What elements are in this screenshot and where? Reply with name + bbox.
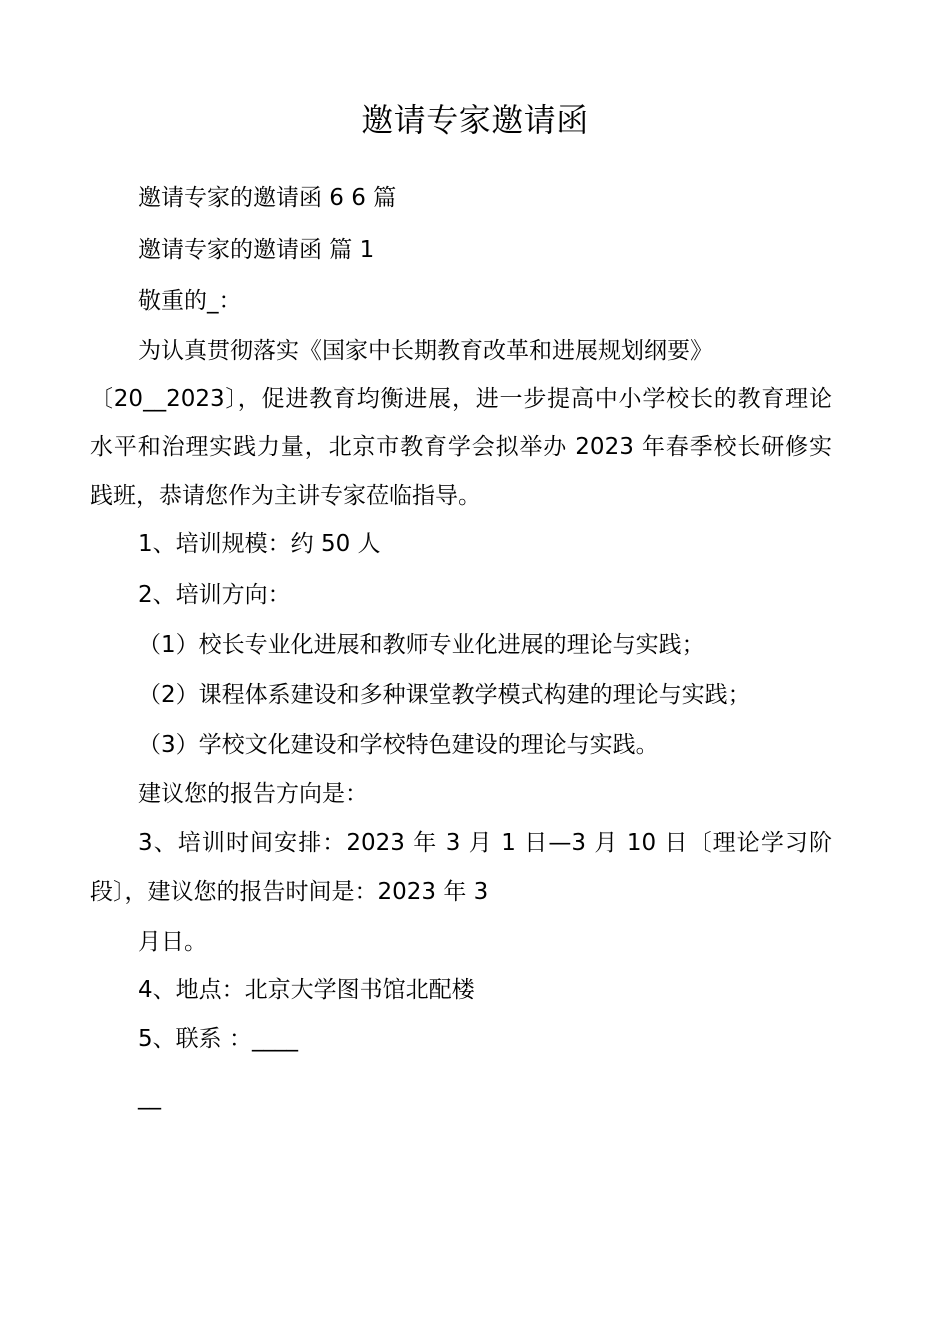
item-training-schedule: 3、培训时间安排：2023 年 3 月 1 日—3 月 10 日〔理论学习阶 bbox=[138, 830, 832, 856]
body-paragraph-line-1: 为认真贯彻落实《国家中长期教育改革和进展规划纲要》 bbox=[138, 338, 713, 364]
body-paragraph-line-3: 水平和治理实践力量，北京市教育学会拟举办 2023 年春季校长研修实 bbox=[90, 434, 832, 460]
subtitle-count: 邀请专家的邀请函 6 6 篇 bbox=[138, 185, 397, 211]
document-title: 邀请专家邀请函 bbox=[361, 101, 589, 139]
body-paragraph-line-4: 践班，恭请您作为主讲专家莅临指导。 bbox=[90, 483, 481, 509]
report-direction-prompt: 建议您的报告方向是： bbox=[138, 781, 368, 807]
subtitle-part-one: 邀请专家的邀请函 篇 1 bbox=[138, 237, 375, 263]
body-paragraph-line-2: 〔20__2023〕，促进教育均衡进展，进一步提高中小学校长的教育理论 bbox=[90, 386, 832, 412]
item-contact: 5、联系 ：____ bbox=[138, 1026, 298, 1052]
contact-blank: __ bbox=[138, 1084, 161, 1110]
item-training-scale: 1、培训规模：约 50 人 bbox=[138, 531, 381, 557]
item-training-direction: 2、培训方向： bbox=[138, 582, 291, 608]
direction-item-2: （2）课程体系建设和多种课堂教学模式构建的理论与实践； bbox=[138, 682, 751, 708]
item-location: 4、地点：北京大学图书馆北配楼 bbox=[138, 977, 475, 1003]
item-training-schedule-date: 月日。 bbox=[138, 929, 207, 955]
direction-item-1: （1）校长专业化进展和教师专业化进展的理论与实践； bbox=[138, 632, 705, 658]
direction-item-3: （3）学校文化建设和学校特色建设的理论与实践。 bbox=[138, 732, 659, 758]
item-training-schedule-cont: 段〕，建议您的报告时间是：2023 年 3 bbox=[90, 879, 489, 905]
salutation: 敬重的_： bbox=[138, 288, 242, 314]
